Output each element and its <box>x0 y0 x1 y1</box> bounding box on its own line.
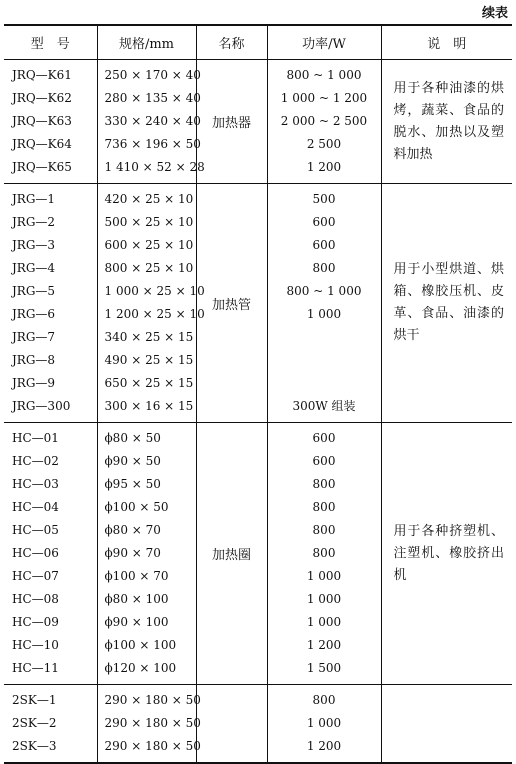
spec-cell: ϕ90 × 100 <box>104 615 169 629</box>
model-cell-column <box>4 60 97 184</box>
model-cell: JRG—1 <box>12 192 56 206</box>
model-cell: JRG—6 <box>12 307 56 321</box>
power-cell: 1 000 <box>306 569 342 583</box>
spec-cell: 490 × 25 × 15 <box>104 353 194 367</box>
power-cell: 800 <box>312 523 336 537</box>
table-group <box>4 184 512 423</box>
model-cell: JRG—5 <box>12 284 56 298</box>
product-name: 加热器 <box>196 60 267 184</box>
power-cell: 1 000 <box>306 615 342 629</box>
power-cell: 800 ~ 1 000 <box>286 284 362 298</box>
power-column <box>267 685 381 764</box>
spec-cell: ϕ80 × 70 <box>104 523 161 537</box>
power-cell: 1 000 <box>306 592 342 606</box>
power-cell: 1 200 <box>306 638 342 652</box>
power-cell: 1 500 <box>306 661 342 675</box>
spec-cell: 340 × 25 × 15 <box>104 330 194 344</box>
spec-cell: 1 200 × 25 × 10 <box>104 307 205 321</box>
power-column <box>267 423 381 685</box>
table-header <box>4 25 512 60</box>
model-cell: 2SK—3 <box>12 739 57 753</box>
header-spec: 规格/mm <box>97 25 196 60</box>
power-cell: 800 <box>312 693 336 707</box>
spec-cell: 736 × 196 × 50 <box>104 137 201 151</box>
usage-note: 用于各种油漆的烘烤，蔬菜、食品的脱水、加热以及塑料加热 <box>381 60 512 184</box>
product-name: 加热管 <box>196 184 267 423</box>
power-cell: 1 200 <box>306 160 342 174</box>
power-cell: 1 000 <box>306 716 342 730</box>
product-name <box>196 685 267 764</box>
power-cell: 600 <box>312 431 336 445</box>
spec-cell: 290 × 180 × 50 <box>104 716 201 730</box>
model-cell: JRQ—K64 <box>12 137 72 151</box>
spec-cell-column <box>97 60 205 184</box>
table-group <box>4 60 512 184</box>
spec-cell-column <box>97 685 201 764</box>
model-cell: HC—05 <box>12 523 59 537</box>
spec-cell: ϕ90 × 70 <box>104 546 161 560</box>
model-cell: JRG—7 <box>12 330 56 344</box>
power-cell: 500 <box>312 192 336 206</box>
continued-label: 续表 <box>481 6 508 21</box>
spec-cell: 500 × 25 × 10 <box>104 215 194 229</box>
model-cell: HC—07 <box>12 569 59 583</box>
power-cell: 600 <box>312 454 336 468</box>
usage-note: 用于各种挤塑机、注塑机、橡胶挤出机 <box>381 423 512 685</box>
table-group <box>4 685 512 764</box>
model-cell: HC—03 <box>12 477 59 491</box>
spec-cell: 290 × 180 × 50 <box>104 693 201 707</box>
power-cell: 1 000 ~ 1 200 <box>280 91 368 105</box>
model-cell: HC—10 <box>12 638 59 652</box>
spec-cell: 420 × 25 × 10 <box>104 192 194 206</box>
model-cell: HC—08 <box>12 592 59 606</box>
spec-cell: 1 410 × 52 × 28 <box>104 160 205 174</box>
model-cell-column <box>4 423 97 685</box>
power-cell: 800 <box>312 261 336 275</box>
model-cell: HC—11 <box>12 661 59 675</box>
spec-cell: ϕ80 × 50 <box>104 431 161 445</box>
model-cell-column <box>4 685 97 764</box>
spec-cell: 250 × 170 × 40 <box>104 68 201 82</box>
power-cell <box>268 372 381 395</box>
specs-table <box>4 24 512 764</box>
spec-cell: ϕ100 × 100 <box>104 638 177 652</box>
spec-cell: 800 × 25 × 10 <box>104 261 194 275</box>
model-cell: JRG—3 <box>12 238 56 252</box>
spec-cell: 300 × 16 × 15 <box>104 399 194 413</box>
table-group <box>4 423 512 685</box>
power-cell: 600 <box>312 238 336 252</box>
model-cell: 2SK—2 <box>12 716 57 730</box>
power-cell: 800 ~ 1 000 <box>286 68 362 82</box>
spec-cell: ϕ90 × 50 <box>104 454 161 468</box>
header-model: 型 号 <box>4 25 97 60</box>
table-body <box>4 60 512 764</box>
spec-cell: 650 × 25 × 15 <box>104 376 194 390</box>
model-cell: HC—02 <box>12 454 59 468</box>
spec-cell-column <box>97 184 205 423</box>
model-cell-column <box>4 184 97 423</box>
model-cell: JRG—2 <box>12 215 56 229</box>
model-cell: JRQ—K62 <box>12 91 72 105</box>
power-cell <box>268 326 381 349</box>
header-name: 名称 <box>196 25 267 60</box>
power-column <box>267 184 381 423</box>
spec-cell: 280 × 135 × 40 <box>104 91 201 105</box>
model-cell: HC—06 <box>12 546 59 560</box>
header-power: 功率/W <box>267 25 381 60</box>
model-cell: JRG—8 <box>12 353 56 367</box>
power-cell: 1 200 <box>306 739 342 753</box>
model-cell: JRG—9 <box>12 376 56 390</box>
spec-cell: 600 × 25 × 10 <box>104 238 194 252</box>
model-cell: HC—04 <box>12 500 59 514</box>
usage-note <box>381 685 512 764</box>
power-column <box>267 60 381 184</box>
usage-note: 用于小型烘道、烘箱、橡胶压机、皮革、食品、油漆的烘干 <box>381 184 512 423</box>
power-cell: 1 000 <box>306 307 342 321</box>
spec-cell: ϕ80 × 100 <box>104 592 169 606</box>
spec-cell: 1 000 × 25 × 10 <box>104 284 205 298</box>
power-cell: 800 <box>312 546 336 560</box>
model-cell: JRQ—K65 <box>12 160 72 174</box>
power-cell: 600 <box>312 215 336 229</box>
model-cell: HC—01 <box>12 431 59 445</box>
spec-cell-column <box>97 423 196 685</box>
spec-cell: ϕ100 × 50 <box>104 500 169 514</box>
product-name: 加热圈 <box>196 423 267 685</box>
header-note: 说 明 <box>381 25 512 60</box>
spec-cell: ϕ120 × 100 <box>104 661 177 675</box>
model-cell: JRG—300 <box>12 399 71 413</box>
power-cell: 2 500 <box>306 137 342 151</box>
power-cell: 800 <box>312 500 336 514</box>
spec-cell: 290 × 180 × 50 <box>104 739 201 753</box>
power-cell: 800 <box>312 477 336 491</box>
power-cell: 2 000 ~ 2 500 <box>280 114 368 128</box>
model-cell: JRG—4 <box>12 261 56 275</box>
model-cell: 2SK—1 <box>12 693 57 707</box>
spec-cell: 330 × 240 × 40 <box>104 114 201 128</box>
spec-cell: ϕ95 × 50 <box>104 477 161 491</box>
spec-cell: ϕ100 × 70 <box>104 569 169 583</box>
power-cell: 300W 组装 <box>292 399 356 413</box>
model-cell: JRQ—K63 <box>12 114 72 128</box>
model-cell: JRQ—K61 <box>12 68 72 82</box>
model-cell: HC—09 <box>12 615 59 629</box>
power-cell <box>268 349 381 372</box>
